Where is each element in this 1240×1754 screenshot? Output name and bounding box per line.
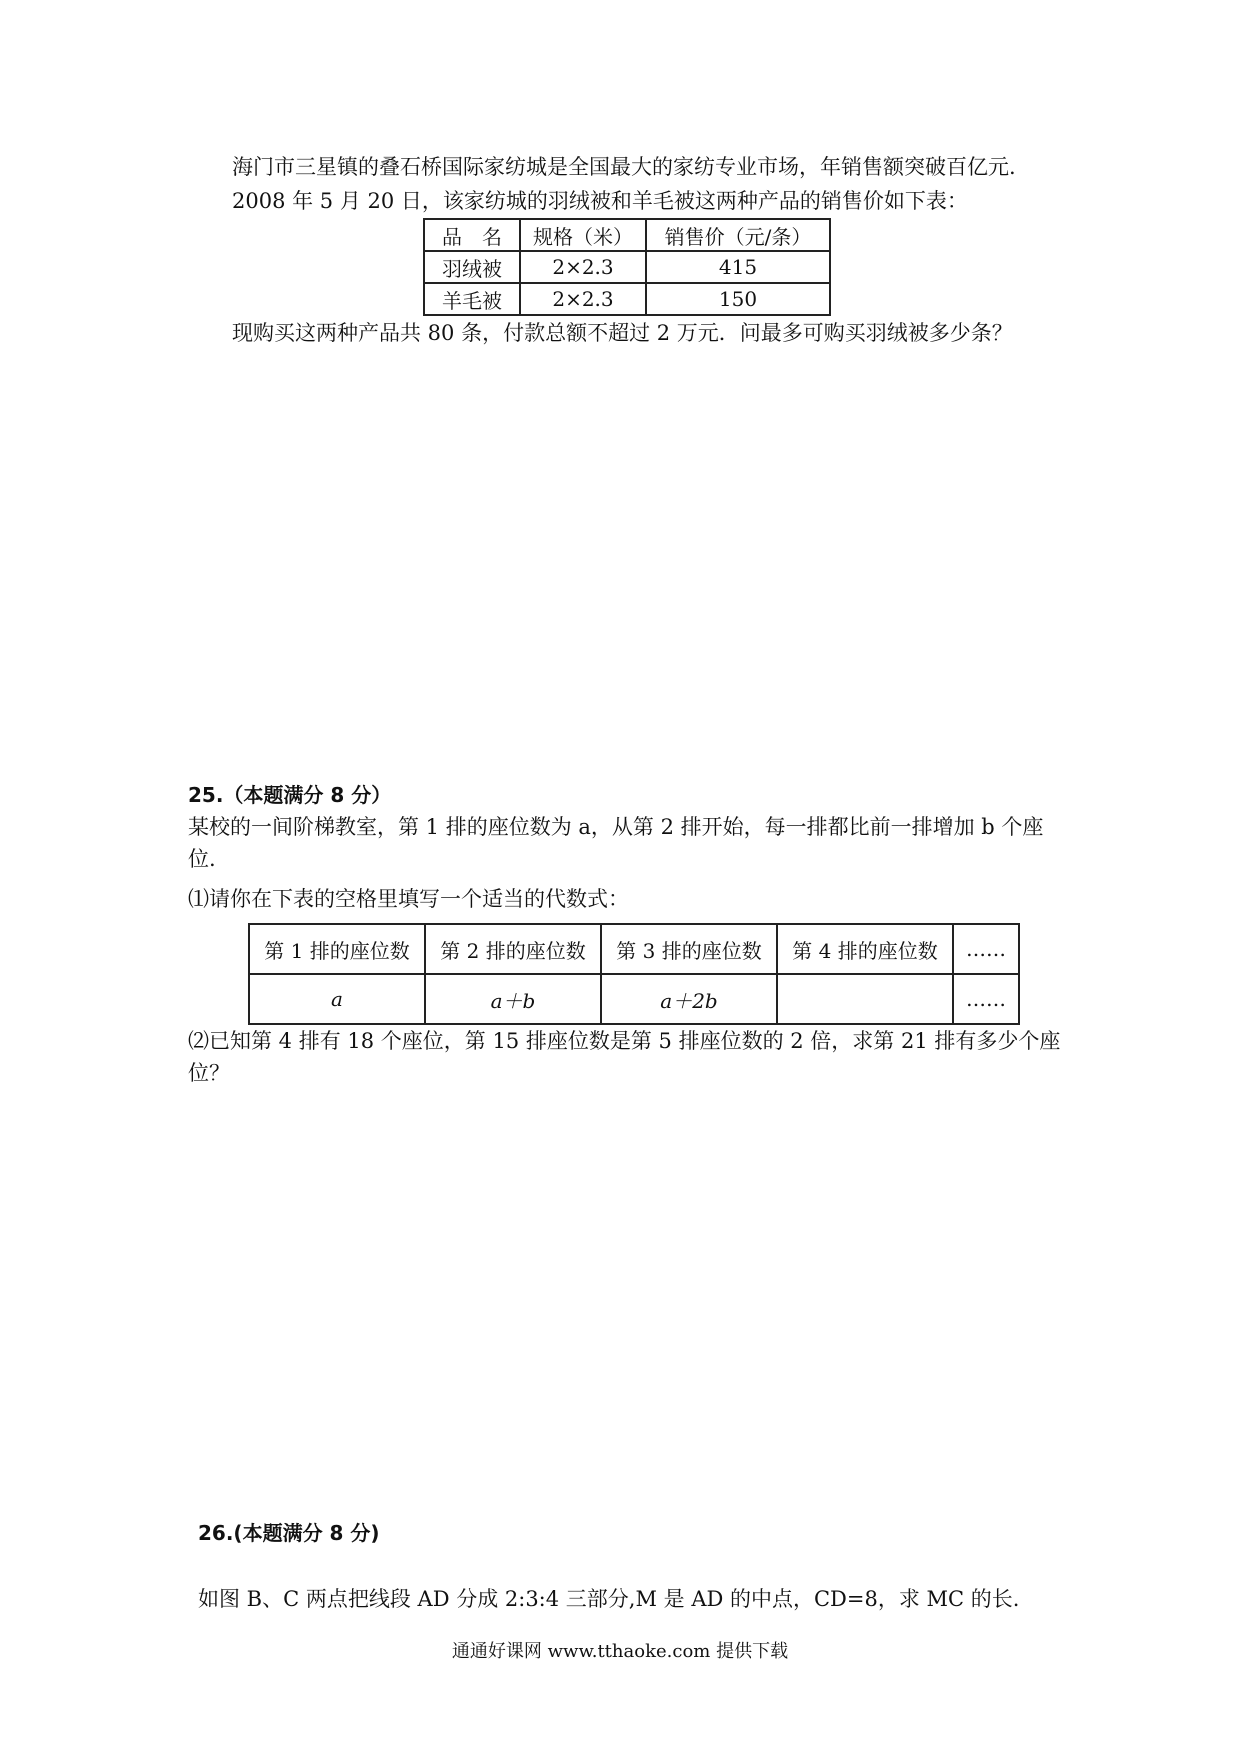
answer-blank-cell[interactable] xyxy=(777,974,953,1024)
q25-part2-line2: 位？ xyxy=(188,1061,230,1085)
header-cell: 第 4 排的座位数 xyxy=(777,924,953,974)
table-header-row xyxy=(249,924,1019,974)
q26-text: 如图 B、C 两点把线段 AD 分成 2:3:4 三部分,M 是 AD 的中点，CD=8，求 MC 的长. xyxy=(198,1587,1020,1611)
table-cell: a＋2b xyxy=(601,974,777,1024)
header-cell: 规格（米） xyxy=(520,219,646,251)
q24-intro-line1: 海门市三星镇的叠石桥国际家纺城是全国最大的家纺专业市场，年销售额突破百亿元. xyxy=(232,155,1016,179)
table-cell: 羽绒被 xyxy=(424,251,520,283)
seat-table xyxy=(248,923,1020,1025)
q24-intro-line2: 2008 年 5 月 20 日，该家纺城的羽绒被和羊毛被这两种产品的销售价如下表： xyxy=(232,189,968,213)
q25-line1: 某校的一间阶梯教室，第 1 排的座位数为 a，从第 2 排开始，每一排都比前一排增加 b 个座 xyxy=(188,815,1044,839)
page-footer: 通通好课网 www.tthaoke.com 提供下载 xyxy=(451,1641,789,1662)
table-cell: 羊毛被 xyxy=(424,283,520,315)
table-cell: 2×2.3 xyxy=(520,251,646,283)
header-cell: 第 3 排的座位数 xyxy=(601,924,777,974)
header-cell: 销售价（元/条） xyxy=(646,219,830,251)
table-cell: …… xyxy=(953,974,1019,1024)
table-cell: a xyxy=(249,974,425,1024)
q25-part2-line1: ⑵已知第 4 排有 18 个座位，第 15 排座位数是第 5 排座位数的 2 倍，求第 21 排有多少个座 xyxy=(188,1029,1061,1053)
table-header-row xyxy=(424,219,830,251)
header-cell: 第 1 排的座位数 xyxy=(249,924,425,974)
q25-part1: ⑴请你在下表的空格里填写一个适当的代数式： xyxy=(188,887,629,911)
q26-heading: 26.(本题满分 8 分) xyxy=(198,1521,380,1545)
table-cell: 415 xyxy=(646,251,830,283)
header-cell: 第 2 排的座位数 xyxy=(425,924,601,974)
table-row xyxy=(424,251,830,283)
table-cell: 150 xyxy=(646,283,830,315)
q25-heading: 25.（本题满分 8 分） xyxy=(188,783,392,807)
q24-question: 现购买这两种产品共 80 条，付款总额不超过 2 万元．问最多可购买羽绒被多少条？ xyxy=(232,321,1013,345)
table-cell: a＋b xyxy=(425,974,601,1024)
table-row xyxy=(249,974,1019,1024)
price-table xyxy=(423,218,831,316)
table-row xyxy=(424,283,830,315)
table-cell: 2×2.3 xyxy=(520,283,646,315)
q25-line2: 位. xyxy=(188,847,216,871)
header-cell: …… xyxy=(953,924,1019,974)
header-cell: 品 名 xyxy=(424,219,520,251)
